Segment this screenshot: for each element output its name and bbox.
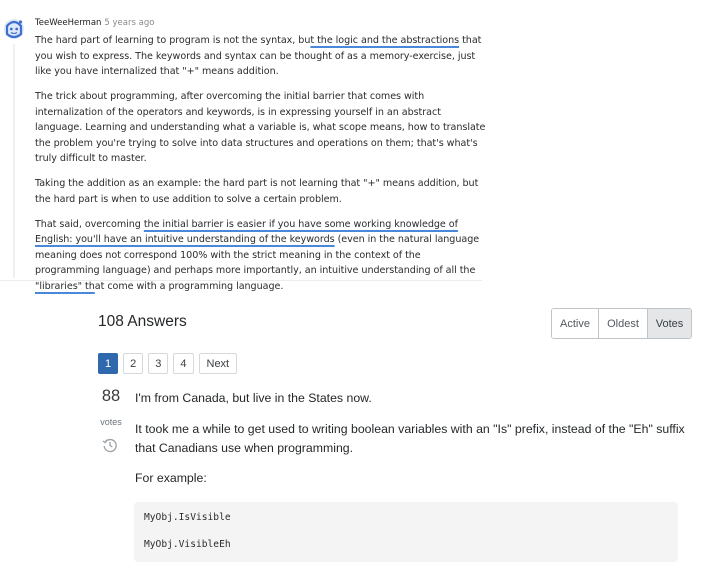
comment-text: at come with a programming language. — [94, 280, 284, 292]
comment-author[interactable]: TeeWeeHerman — [35, 18, 102, 28]
sort-tab-active[interactable] — [552, 309, 599, 338]
page-button-1[interactable]: 1 — [98, 353, 118, 374]
comment-body — [35, 33, 487, 304]
avatar-icon[interactable] — [3, 18, 25, 40]
answer-paragraph: For example: — [135, 470, 207, 485]
votes-label: votes — [100, 417, 122, 427]
highlighted-text[interactable]: the initial barrier is easier if you have some working knowledge of English: you'll have an intuitive understanding of the keywords — [35, 218, 458, 245]
highlighted-text[interactable]: t the logic and the abstractions — [310, 35, 460, 46]
sort-tab-label: Votes — [655, 317, 684, 330]
comment-paragraph — [35, 33, 487, 80]
code-line: MyObj.VisibleEh — [144, 539, 231, 550]
comment-text: that you wish to express. The keywords and syntax can be thought of as a memory-exercise, just like you have internalized that "+" means addition. — [35, 35, 482, 77]
comment-paragraph — [35, 89, 487, 167]
answer-body — [135, 389, 685, 499]
answers-count-heading: 108 Answers — [98, 313, 187, 330]
page-button-3[interactable]: 3 — [148, 353, 168, 374]
sort-tab-oldest[interactable] — [599, 309, 648, 338]
comment-text: Taking the addition as an example: the hard part is not learning that "+" means addition, but the hard part is when to use addition to solve a certain problem. — [35, 178, 479, 205]
highlighted-text[interactable]: "libraries" th — [35, 280, 95, 292]
answer-paragraph: I'm from Canada, but live in the States now. — [135, 391, 372, 405]
pagination — [98, 353, 237, 374]
page-button-4[interactable]: 4 — [173, 353, 193, 374]
comment-card — [0, 0, 486, 292]
code-line: MyObj.IsVisible — [144, 512, 231, 523]
thread-line[interactable] — [13, 44, 15, 278]
next-page-button[interactable]: Next — [199, 353, 238, 374]
comment-text: That said, overcoming — [35, 218, 144, 230]
comment-timestamp: 5 years ago — [104, 18, 155, 28]
page-button-2[interactable]: 2 — [123, 353, 143, 374]
comment-paragraph — [35, 217, 487, 295]
comment-text: The hard part of learning to program is not the syntax, bu — [35, 35, 311, 46]
comment-paragraph — [35, 176, 487, 207]
answer-paragraph: It took me a while to get used to writing boolean variables with an "Is" prefix, instead of the "Eh" suffix that Canadians use when programming. — [135, 421, 685, 455]
code-block — [134, 502, 678, 562]
answer-sort-tabs — [551, 308, 692, 339]
history-icon[interactable] — [101, 436, 119, 454]
sort-tab-label: Active — [560, 317, 590, 330]
comment-text: (even in the natural language meaning does not correspond 100% with the strict meaning in the context of the programming language) and perhaps more importantly, an intuitive understanding of all the — [35, 234, 480, 276]
sort-tab-label: Oldest — [607, 317, 639, 330]
comment-header — [35, 17, 154, 29]
vote-count: 88 — [101, 387, 121, 405]
comment-text: The trick about programming, after overcoming the initial barrier that comes with internalization of the operators and keywords, is in expressing yourself in an abstract language. Learning and understanding what a variable is, what scope means, how to translate the problem you're trying to solve into data structures and operations on them; that's what's truly difficult to master. — [35, 91, 486, 164]
sort-tab-votes[interactable] — [648, 309, 691, 338]
